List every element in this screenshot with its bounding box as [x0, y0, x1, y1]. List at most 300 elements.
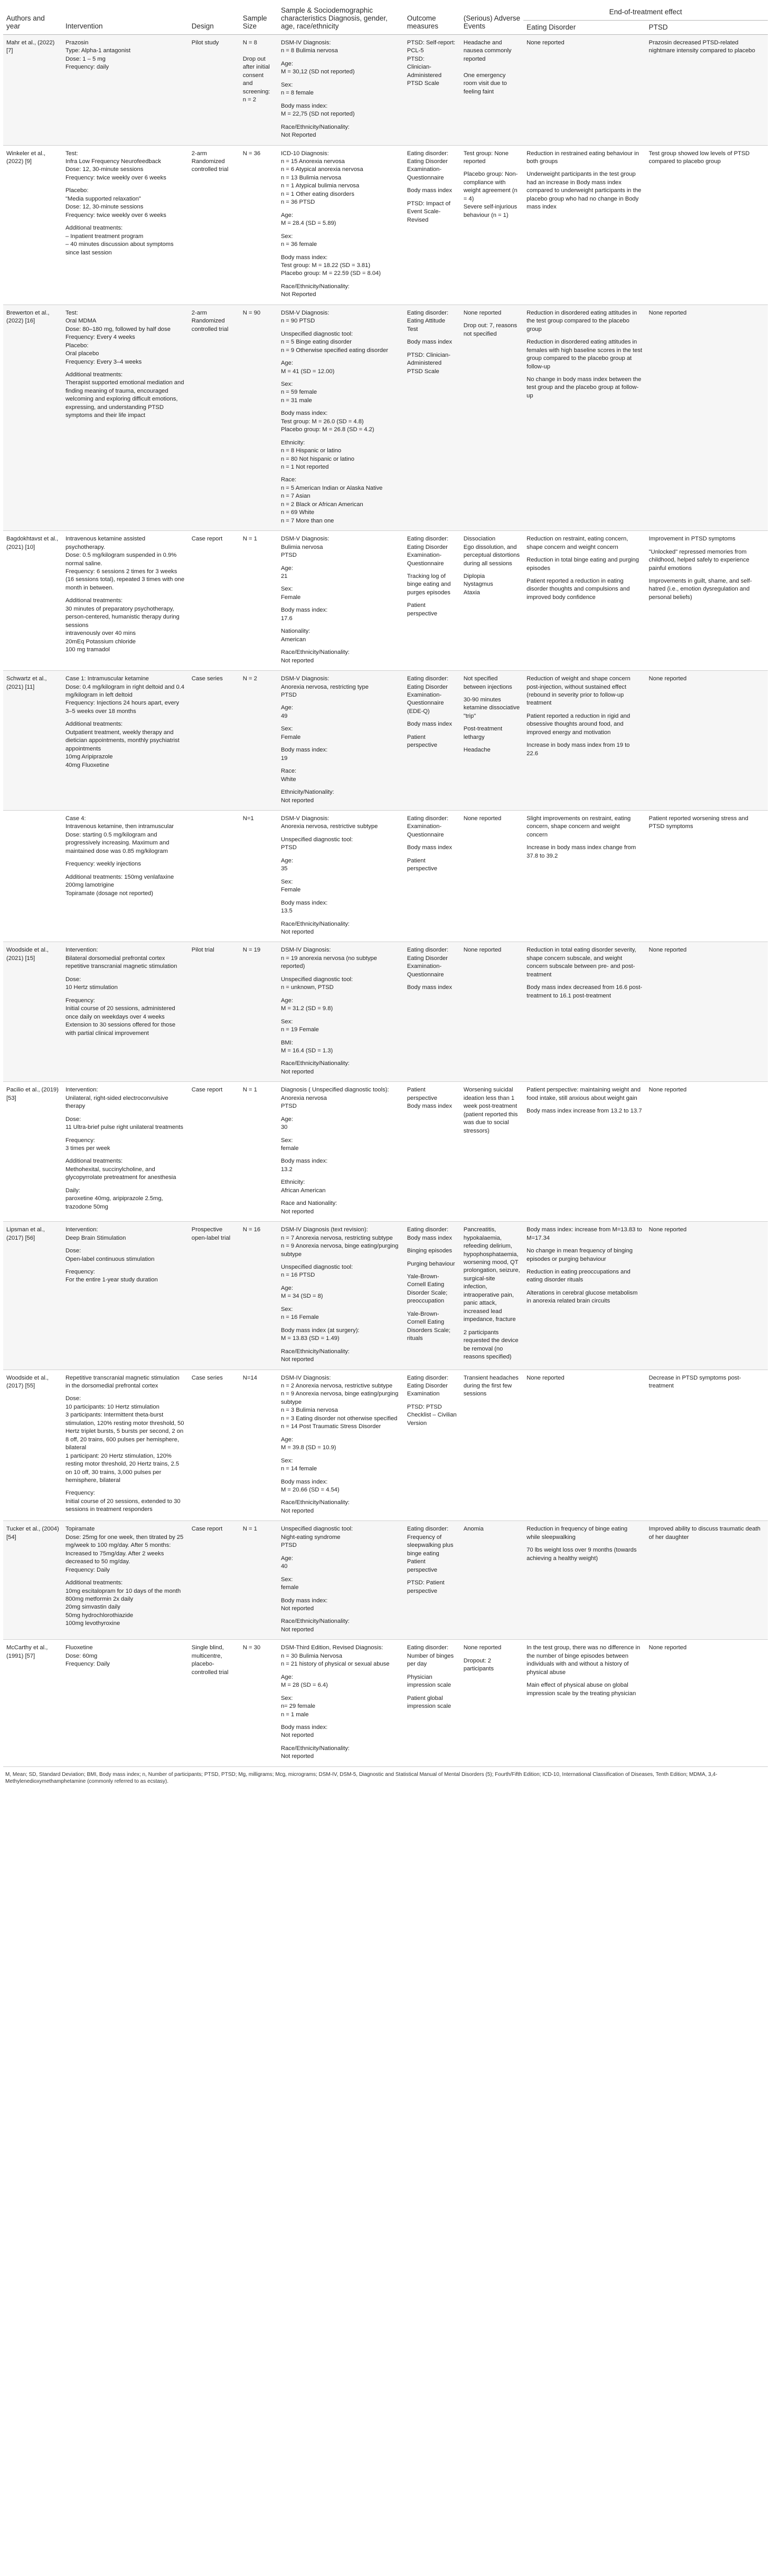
table-row: [3, 1521, 768, 1640]
cell-intervention-paragraph: Prazosin Type: Alpha-1 antagonist Dose: 1 – 5 mg Frequency: daily: [65, 40, 131, 71]
cell-sample-size: [240, 1082, 278, 1222]
cell-adverse-events: [460, 35, 523, 146]
cell-ptsd-effect: [646, 942, 768, 1082]
cell-design: [189, 1370, 240, 1521]
cell-design-text: Case report: [191, 1087, 223, 1094]
cell-intervention-paragraph: Frequency: weekly injections: [65, 861, 141, 868]
cell-outcome-measures: [404, 1082, 460, 1222]
table-row: [3, 145, 768, 305]
cell-sample-size: [240, 35, 278, 146]
cell-sample-size-text: N = 8 Drop out after initial consent and screening: n = 2: [242, 40, 270, 103]
cell-sample-size-text: N=1: [242, 815, 254, 822]
cell-intervention-paragraph: Additional treatments: Methohexital, succinylcholine, and glycopyrrolate pretreatment for anesthesia: [65, 1158, 176, 1181]
cell-eating-disorder-effect-paragraph: None reported: [526, 1374, 565, 1381]
cell-adverse-events-paragraph: Transient headaches during the first few sessions: [463, 1374, 519, 1398]
cell-design: [189, 1521, 240, 1640]
cell-eating-disorder-effect-paragraph: No change in mean frequency of binging episodes or purging behaviour: [526, 1248, 633, 1262]
cell-eating-disorder-effect-paragraph: No change in body mass index between the test group and the placebo group at follow-up: [526, 376, 642, 399]
cell-intervention-paragraph: Frequency: Initial course of 20 sessions, extended to 30 sessions in treatment responders: [65, 1490, 181, 1513]
cell-eating-disorder-effect: [523, 1082, 645, 1222]
cell-intervention: [62, 1640, 189, 1766]
cell-characteristics-paragraph: Age: 40: [280, 1555, 293, 1570]
cell-characteristics-paragraph: Body mass index: 13.2: [280, 1158, 328, 1173]
cell-authors: [3, 35, 62, 146]
cell-sample-size: [240, 1521, 278, 1640]
cell-design: [189, 1082, 240, 1222]
cell-ptsd-effect: [646, 1222, 768, 1370]
cell-outcome-measures-paragraph: Body mass index: [407, 984, 452, 991]
cell-characteristics-paragraph: Body mass index: 19: [280, 747, 328, 762]
cell-characteristics-paragraph: Age: M = 41 (SD = 12.00): [280, 360, 335, 375]
cell-eating-disorder-effect-paragraph: In the test group, there was no difference in the number of binge episodes between individuals with and without a history of physical abuse: [526, 1645, 641, 1676]
cell-design: [189, 1640, 240, 1766]
cell-characteristics: [278, 145, 404, 305]
cell-intervention-paragraph: Repetitive transcranial magnetic stimulation in the dorsomedial prefrontal cortex: [65, 1374, 180, 1389]
cell-design-text: 2-arm Randomized controlled trial: [191, 309, 229, 332]
cell-adverse-events: [460, 671, 523, 811]
cell-authors-text: Woodside et al., (2021) [15]: [6, 947, 49, 962]
cell-outcome-measures-paragraph: Patient perspective Body mass index: [407, 1087, 452, 1110]
cell-sample-size: [240, 305, 278, 530]
header-design: Design: [189, 3, 240, 35]
table-row: [3, 305, 768, 530]
cell-outcome-measures-paragraph: Eating disorder: Eating Disorder Examination-Questionnaire: [407, 947, 449, 978]
cell-design-text: Pilot study: [191, 40, 219, 46]
cell-outcome-measures: [404, 671, 460, 811]
cell-intervention-paragraph: Intervention: Bilateral dorsomedial prefrontal cortex repetitive transcranial magnetic stimulation: [65, 947, 177, 970]
cell-intervention-paragraph: Additional treatments: Outpatient treatment, weekly therapy and dietician appointments, monthly psychiatrist appointments 10mg Aripiprazole 40mg Fluoxetine: [65, 721, 180, 768]
cell-adverse-events: [460, 1082, 523, 1222]
cell-intervention-paragraph: Frequency: 3 times per week: [65, 1137, 110, 1152]
cell-adverse-events-paragraph: None reported: [463, 947, 502, 954]
cell-outcome-measures: [404, 531, 460, 671]
cell-eating-disorder-effect-paragraph: Underweight participants in the test group had an increase in Body mass index compared to underweight participants in the placebo group who had no change in Body mass index: [526, 171, 642, 211]
cell-outcome-measures-paragraph: Patient global impression scale: [407, 1695, 452, 1710]
cell-characteristics-paragraph: Sex: Female: [280, 586, 301, 601]
cell-characteristics-paragraph: Body mass index: Test group: M = 18.22 (SD = 3.81) Placebo group: M = 22.59 (SD = 8.04): [280, 254, 381, 277]
cell-characteristics-paragraph: Race/Ethnicity/Nationality: Not reported: [280, 1618, 350, 1633]
cell-characteristics-paragraph: Race/Ethnicity/Nationality: Not reported: [280, 1348, 350, 1363]
cell-outcome-measures-paragraph: Eating disorder: Eating Disorder Examination-Questionnaire: [407, 536, 449, 567]
cell-outcome-measures-paragraph: Eating disorder: Eating Attitude Test: [407, 309, 449, 332]
cell-intervention-paragraph: Test: Infra Low Frequency Neurofeedback Dose: 12, 30-minute sessions Frequency: twice weekly over 6 weeks: [65, 150, 166, 181]
cell-characteristics-paragraph: Unspecified diagnostic tool: n = unknown, PTSD: [280, 976, 353, 991]
cell-outcome-measures-paragraph: PTSD: Self-report: PCL-5 PTSD: Clinician-Administered PTSD Scale: [407, 40, 456, 87]
cell-adverse-events: [460, 810, 523, 942]
cell-intervention: [62, 1521, 189, 1640]
cell-characteristics-paragraph: Body mass index: M = 22,75 (SD not reported): [280, 102, 355, 118]
cell-characteristics-paragraph: Nationality: American: [280, 628, 311, 643]
cell-ptsd-effect: [646, 1082, 768, 1222]
cell-eating-disorder-effect-paragraph: Reduction in total eating disorder severity, shape concern subscale, and weight concern subscale between pre- and post-treatment: [526, 947, 636, 978]
table-footnote: M, Mean; SD, Standard Deviation; BMI, Body mass index; n, Number of participants; PTSD, PTSD; Mg, milligrams; Mcg, micrograms; DSM-IV, DSM-5, Diagnostic and Statistical Manual of Mental Disorders (5); Fourth/Fifth Edition; ICD-10, International Classification of Diseases, Tenth Edition; MDMA, 3,4-Methylenedioxymethamphetamine (commonly referred to as ecstasy).: [5, 1771, 718, 1785]
cell-ptsd-effect-paragraph: Patient reported worsening stress and PTSD symptoms: [648, 815, 748, 830]
cell-outcome-measures: [404, 35, 460, 146]
cell-intervention: [62, 145, 189, 305]
cell-outcome-measures: [404, 305, 460, 530]
cell-characteristics: [278, 1082, 404, 1222]
cell-intervention: [62, 810, 189, 942]
cell-characteristics-paragraph: Sex: Female: [280, 878, 301, 893]
cell-adverse-events-paragraph: None reported: [463, 815, 502, 822]
cell-characteristics: [278, 671, 404, 811]
cell-characteristics-paragraph: DSM-IV Diagnosis (text revision): n = 7 Anorexia nervosa, restricting subtype n = 9 Anorexia nervosa, binge eating/purging subtype: [280, 1227, 399, 1258]
cell-authors: [3, 1521, 62, 1640]
cell-characteristics-paragraph: Age: 35: [280, 857, 293, 872]
cell-outcome-measures-paragraph: Yale-Brown-Cornell Eating Disorders Scale; rituals: [407, 1310, 450, 1342]
cell-ptsd-effect: [646, 305, 768, 530]
cell-intervention-paragraph: Case 1: Intramuscular ketamine Dose: 0.4 mg/kilogram in right deltoid and 0.4 mg/kilogram in left deltoid Frequency: Injections 24 hours apart, every 3–5 weeks over 18 months: [65, 676, 185, 715]
table-row: [3, 1640, 768, 1766]
cell-outcome-measures: [404, 1222, 460, 1370]
header-sample-size: Sample Size: [240, 3, 278, 35]
cell-sample-size: [240, 145, 278, 305]
cell-outcome-measures-paragraph: Body mass index: [407, 721, 452, 728]
cell-design-text: Case report: [191, 536, 223, 543]
cell-adverse-events-paragraph: Headache and nausea commonly reported One emergency room visit due to feeling faint: [463, 40, 512, 95]
cell-characteristics: [278, 810, 404, 942]
cell-characteristics: [278, 1370, 404, 1521]
cell-sample-size: [240, 531, 278, 671]
cell-intervention-paragraph: Daily: paroxetine 40mg, aripiprazole 2.5mg, trazodone 50mg: [65, 1187, 163, 1210]
cell-sample-size-text: N = 90: [242, 309, 261, 316]
cell-outcome-measures-paragraph: Eating disorder: Eating Disorder Examination: [407, 1374, 449, 1398]
table-body: [3, 35, 768, 1767]
cell-characteristics-paragraph: Ethnicity/Nationality: Not reported: [280, 789, 334, 804]
cell-design: [189, 145, 240, 305]
cell-characteristics-paragraph: Sex: n = 59 female n = 31 male: [280, 381, 317, 404]
cell-characteristics-paragraph: Body mass index: 13.5: [280, 899, 328, 915]
cell-outcome-measures: [404, 1640, 460, 1766]
cell-authors-text: Brewerton et al., (2022) [16]: [6, 309, 50, 325]
cell-authors: [3, 1082, 62, 1222]
cell-intervention-paragraph: Additional treatments: 150mg venlafaxine 200mg lamotrigine Topiramate (dosage not reported): [65, 873, 174, 897]
cell-adverse-events-paragraph: 30-90 minutes ketamine dissociative "trip": [463, 697, 520, 719]
header-intervention: Intervention: [62, 3, 189, 35]
cell-adverse-events-paragraph: Drop out: 7, reasons not specified: [463, 322, 518, 337]
cell-outcome-measures-paragraph: PTSD: PTSD Checklist – Civilian Version: [407, 1403, 457, 1427]
cell-outcome-measures-paragraph: PTSD: Clinician-Administered PTSD Scale: [407, 351, 450, 375]
cell-intervention: [62, 1222, 189, 1370]
cell-adverse-events: [460, 531, 523, 671]
cell-sample-size-text: N = 1: [242, 1526, 257, 1533]
cell-design: [189, 35, 240, 146]
cell-adverse-events-paragraph: Test group: None reported: [463, 150, 509, 165]
cell-sample-size-text: N = 19: [242, 947, 261, 954]
cell-eating-disorder-effect-paragraph: Reduction in disordered eating attitudes in females with high baseline scores in the test group compared to the placebo group at follow-up: [526, 339, 643, 370]
cell-eating-disorder-effect: [523, 1222, 645, 1370]
cell-characteristics-paragraph: Race and Nationality: Not reported: [280, 1200, 337, 1215]
cell-design-text: Pilot trial: [191, 947, 214, 954]
cell-sample-size-text: N = 16: [242, 1227, 261, 1233]
cell-sample-size-text: N = 30: [242, 1645, 261, 1651]
cell-eating-disorder-effect-paragraph: Patient reported a reduction in rigid and obsessive thoughts around food, and improved energy and motivation: [526, 712, 631, 736]
table-row: [3, 1082, 768, 1222]
cell-ptsd-effect-paragraph: Improved ability to discuss traumatic death of her daughter: [648, 1526, 760, 1541]
cell-design: [189, 671, 240, 811]
cell-adverse-events: [460, 1521, 523, 1640]
cell-authors: [3, 671, 62, 811]
cell-adverse-events-paragraph: None reported: [463, 1645, 502, 1651]
cell-intervention-paragraph: Fluoxetine Dose: 60mg Frequency: Daily: [65, 1645, 110, 1668]
cell-authors: [3, 1640, 62, 1766]
cell-ptsd-effect: [646, 1640, 768, 1766]
cell-eating-disorder-effect: [523, 35, 645, 146]
cell-characteristics-paragraph: ICD-10 Diagnosis: n = 15 Anorexia nervosa n = 6 Atypical anorexia nervosa n = 13 Bulimia nervosa n = 1 Atypical bulimia nervosa n = 1 Other eating disorders n = 36 PTSD: [280, 150, 363, 206]
cell-characteristics-paragraph: Sex: n = 8 female: [280, 81, 314, 97]
cell-outcome-measures-paragraph: Patient perspective: [407, 857, 437, 872]
cell-intervention-paragraph: Dose: 10 participants: 10 Hertz stimulation 3 participants: Intermittent theta-burst stimulation, 120% resting motor threshold, 50 Hertz triplet bursts, 5 bursts per second, 2 on 8 off, 20 trains, 600 pulses per hemisphere, bilateral 1 participant: 20 Hertz stimulation, 120% resting motor threshold, 20 Hertz trains, 2.5 on 10 off, 30 trains, 3,000 pulses per hemisphere, bilateral: [65, 1395, 184, 1484]
cell-characteristics-paragraph: Sex: Female: [280, 726, 301, 740]
cell-characteristics-paragraph: Race/Ethnicity/Nationality: Not reported: [280, 1499, 350, 1514]
cell-characteristics-paragraph: Sex: female: [280, 1137, 299, 1152]
cell-adverse-events-paragraph: Diplopia Nystagmus Ataxia: [463, 573, 493, 596]
cell-characteristics-paragraph: Age: M = 28.4 (SD = 5.89): [280, 212, 336, 227]
cell-eating-disorder-effect-paragraph: Reduction of weight and shape concern post-injection, without sustained effect (rebound in severity prior to follow-up treatment: [526, 676, 631, 707]
header-end-of-treatment-effect: End-of-treatment effect: [523, 3, 768, 21]
header-characteristics: Sample & Sociodemographic characteristics Diagnosis, gender, age, race/ethnicity: [278, 3, 404, 35]
cell-intervention-paragraph: Dose: 11 Ultra-brief pulse right unilateral treatments: [65, 1116, 183, 1131]
cell-authors-text: Woodside et al., (2017) [55]: [6, 1374, 49, 1389]
cell-ptsd-effect-paragraph: Improvement in PTSD symptoms: [648, 536, 736, 543]
cell-characteristics-paragraph: Age: 21: [280, 565, 293, 580]
cell-characteristics-paragraph: DSM-IV Diagnosis: n = 8 Bulimia nervosa: [280, 40, 338, 54]
cell-characteristics-paragraph: Diagnosis ( Unspecified diagnostic tools): Anorexia nervosa PTSD: [280, 1087, 389, 1110]
cell-sample-size-text: N = 36: [242, 150, 261, 157]
cell-outcome-measures: [404, 942, 460, 1082]
cell-authors-text: Schwartz et al., (2021) [11]: [6, 676, 47, 690]
cell-outcome-measures-paragraph: Tracking log of binge eating and purges episodes: [407, 573, 451, 596]
cell-adverse-events-paragraph: None reported: [463, 309, 502, 316]
cell-characteristics-paragraph: Unspecified diagnostic tool: n = 5 Binge eating disorder n = 9 Otherwise specified eating disorder: [280, 330, 388, 354]
table-row: [3, 35, 768, 146]
cell-outcome-measures-paragraph: Eating disorder: Body mass index: [407, 1227, 452, 1241]
cell-characteristics-paragraph: Race/Ethnicity/Nationality: Not reported: [280, 649, 350, 664]
cell-outcome-measures-paragraph: PTSD: Impact of Event Scale-Revised: [407, 200, 450, 223]
cell-design-text: Single blind, multicentre, placebo-controlled trial: [191, 1645, 229, 1676]
cell-adverse-events: [460, 942, 523, 1082]
cell-intervention-paragraph: Additional treatments: – Inpatient treatment program – 40 minutes discussion about symptoms since last session: [65, 225, 174, 256]
cell-characteristics-paragraph: Age: M = 31.2 (SD = 9.8): [280, 997, 333, 1012]
cell-design-text: 2-arm Randomized controlled trial: [191, 150, 229, 173]
cell-design: [189, 531, 240, 671]
cell-design: [189, 810, 240, 942]
cell-authors: [3, 942, 62, 1082]
cell-adverse-events-paragraph: Post-treatment lethargy: [463, 726, 503, 740]
cell-intervention-paragraph: Placebo: "Media supported relaxation" Dose: 12, 30-minute sessions Frequency: twice weekly over 6 weeks: [65, 187, 166, 218]
cell-characteristics-paragraph: Race/Ethnicity/Nationality: Not reported: [280, 1745, 350, 1760]
cell-intervention-paragraph: Additional treatments: 10mg escitalopram for 10 days of the month 800mg metformin 2x daily 20mg simvastin daily 50mg hydrochlorothiazide 100mg levothyroxine: [65, 1580, 181, 1627]
cell-authors-text: Bagdokhtavst et al., (2021) [10]: [6, 536, 59, 550]
cell-characteristics: [278, 942, 404, 1082]
cell-eating-disorder-effect-paragraph: Reduction on restraint, eating concern, shape concern and weight concern: [526, 536, 628, 550]
cell-intervention-paragraph: Intervention: Deep Brain Stimulation: [65, 1227, 126, 1241]
cell-intervention: [62, 305, 189, 530]
cell-outcome-measures: [404, 1521, 460, 1640]
cell-authors: [3, 305, 62, 530]
cell-eating-disorder-effect-paragraph: Increase in body mass index from 19 to 22.6: [526, 742, 630, 757]
cell-adverse-events-paragraph: Dropout: 2 participants: [463, 1657, 494, 1672]
cell-eating-disorder-effect-paragraph: Increase in body mass index change from 37.8 to 39.2: [526, 844, 636, 859]
cell-characteristics-paragraph: Unspecified diagnostic tool: Night-eating syndrome PTSD: [280, 1526, 353, 1549]
table-row: [3, 531, 768, 671]
cell-adverse-events: [460, 145, 523, 305]
cell-sample-size: [240, 810, 278, 942]
table-row: [3, 810, 768, 942]
cell-sample-size-text: N = 1: [242, 536, 257, 543]
cell-outcome-measures-paragraph: Patient perspective: [407, 602, 437, 617]
cell-ptsd-effect-paragraph: Prazosin decreased PTSD-related nightmare intensity compared to placebo: [648, 40, 756, 54]
cell-intervention-paragraph: Additional treatments: Therapist supported emotional mediation and finding meaning of trauma, encouraged welcoming and exploring difficult emotions, expressing, and understanding PTSD symptoms and their life impact: [65, 371, 184, 419]
cell-characteristics-paragraph: Age: M = 39.8 (SD = 10.9): [280, 1436, 336, 1451]
cell-eating-disorder-effect: [523, 810, 645, 942]
cell-outcome-measures-paragraph: Eating disorder: Eating Disorder Examination-Questionnaire (EDE-Q): [407, 676, 449, 715]
cell-design-text: Prospective open-label trial: [191, 1227, 231, 1241]
cell-design: [189, 305, 240, 530]
cell-eating-disorder-effect: [523, 671, 645, 811]
cell-eating-disorder-effect-paragraph: Patient perspective: maintaining weight and food intake, still anxious about weight gain: [526, 1087, 641, 1101]
table-row: [3, 1222, 768, 1370]
cell-adverse-events: [460, 1640, 523, 1766]
cell-intervention: [62, 671, 189, 811]
cell-design-text: Case series: [191, 676, 223, 682]
table-row: [3, 942, 768, 1082]
cell-design-text: Case series: [191, 1374, 223, 1381]
cell-outcome-measures-paragraph: Body mass index: [407, 844, 452, 851]
cell-authors: [3, 1222, 62, 1370]
cell-characteristics: [278, 1640, 404, 1766]
cell-authors: [3, 810, 62, 942]
header-outcome-measures: Outcome measures: [404, 3, 460, 35]
cell-outcome-measures-paragraph: Eating disorder: Frequency of sleepwalking plus binge eating Patient perspective: [407, 1526, 454, 1573]
cell-characteristics-paragraph: Unspecified diagnostic tool: n = 16 PTSD: [280, 1264, 353, 1279]
cell-intervention-paragraph: Topiramate Dose: 25mg for one week, then titrated by 25 mg/week to 100 mg/day. After 5 months: Increased to 75mg/day. After 2 weeks decreased to 50 mg/day. Frequency: Daily: [65, 1526, 184, 1573]
cell-eating-disorder-effect-paragraph: Body mass index: increase from M=13.83 to M=17.34: [526, 1227, 642, 1241]
cell-adverse-events: [460, 1370, 523, 1521]
cell-intervention-paragraph: Dose: Open-label continuous stimulation: [65, 1248, 155, 1262]
cell-design-text: Case report: [191, 1526, 223, 1533]
cell-sample-size: [240, 1370, 278, 1521]
cell-characteristics-paragraph: Unspecified diagnostic tool: PTSD: [280, 836, 353, 851]
header-ptsd: PTSD: [646, 21, 768, 35]
cell-characteristics: [278, 531, 404, 671]
cell-adverse-events-paragraph: Dissociation Ego dissolution, and perceptual distortions during all sessions: [463, 536, 520, 567]
cell-outcome-measures-paragraph: Binging episodes: [407, 1248, 452, 1254]
cell-characteristics-paragraph: Race/Ethnicity/Nationality: Not Reported: [280, 283, 350, 298]
cell-outcome-measures-paragraph: Purging behaviour: [407, 1260, 455, 1267]
cell-eating-disorder-effect: [523, 145, 645, 305]
cell-intervention-paragraph: Frequency: For the entire 1-year study duration: [65, 1269, 158, 1284]
cell-eating-disorder-effect-paragraph: Alterations in cerebral glucose metabolism in anorexia related brain circuits: [526, 1289, 638, 1305]
cell-sample-size: [240, 1640, 278, 1766]
cell-characteristics-paragraph: DSM-Third Edition, Revised Diagnosis: n = 30 Bulimia Nervosa n = 21 history of physical or sexual abuse: [280, 1645, 390, 1668]
cell-ptsd-effect-paragraph: "Unlocked" repressed memories from childhood, helped safely to experience painful emotions: [648, 548, 749, 572]
cell-authors: [3, 531, 62, 671]
cell-characteristics-paragraph: DSM-IV Diagnosis: n = 19 anorexia nervosa (no subtype reported): [280, 947, 377, 970]
cell-characteristics-paragraph: Ethnicity: n = 8 Hispanic or latino n = 80 Not hispanic or latino n = 1 Not reported: [280, 439, 354, 471]
cell-adverse-events-paragraph: Anomia: [463, 1526, 484, 1533]
cell-characteristics-paragraph: DSM-V Diagnosis: Bulimia nervosa PTSD: [280, 536, 330, 559]
cell-outcome-measures-paragraph: Eating disorder: Eating Disorder Examination-Questionnaire: [407, 150, 449, 181]
cell-characteristics-paragraph: Race/Ethnicity/Nationality: Not reported: [280, 1060, 350, 1075]
cell-intervention-paragraph: Test: Oral MDMA Dose: 80–180 mg, followed by half dose Frequency: Every 4 weeks Placebo: Oral placebo Frequency: Every 3–4 weeks: [65, 309, 171, 365]
cell-ptsd-effect-paragraph: None reported: [648, 676, 687, 682]
cell-characteristics-paragraph: Sex: n = 36 female: [280, 233, 317, 248]
cell-ptsd-effect: [646, 145, 768, 305]
cell-intervention-paragraph: Frequency: Initial course of 20 sessions, administered once daily on weekdays over 4 weeks Extension to 30 sessions offered for those with partial clinical improvement: [65, 997, 176, 1037]
cell-eating-disorder-effect: [523, 305, 645, 530]
cell-characteristics-paragraph: Body mass index: M = 20.66 (SD = 4.54): [280, 1478, 340, 1493]
cell-ptsd-effect: [646, 531, 768, 671]
cell-outcome-measures-paragraph: Body mass index: [407, 339, 452, 346]
study-summary-table: [3, 3, 768, 1767]
cell-authors-text: Mahr et al., (2022) [7]: [6, 40, 55, 54]
cell-adverse-events-paragraph: Headache: [463, 747, 491, 754]
cell-characteristics-paragraph: Sex: n= 29 female n = 1 male: [280, 1695, 315, 1718]
cell-adverse-events: [460, 305, 523, 530]
cell-ptsd-effect: [646, 1370, 768, 1521]
cell-eating-disorder-effect: [523, 942, 645, 1082]
header-authors: Authors and year: [3, 3, 62, 35]
cell-eating-disorder-effect-paragraph: Slight improvements on restraint, eating concern, shape concern and weight concern: [526, 815, 631, 838]
cell-characteristics-paragraph: Body mass index (at surgery): M = 13.83 (SD = 1.49): [280, 1327, 360, 1342]
cell-eating-disorder-effect-paragraph: Patient reported a reduction in eating disorder thoughts and compulsions and improved body confidence: [526, 578, 630, 601]
cell-characteristics-paragraph: Age: 49: [280, 705, 293, 719]
cell-intervention: [62, 531, 189, 671]
cell-characteristics-paragraph: Ethnicity: African American: [280, 1179, 326, 1194]
cell-characteristics-paragraph: Age: 30: [280, 1116, 293, 1131]
cell-authors-text: Lipsman et al., (2017) [56]: [6, 1227, 45, 1241]
cell-sample-size: [240, 942, 278, 1082]
header-eating-disorder: Eating Disorder: [523, 21, 645, 35]
cell-eating-disorder-effect-paragraph: None reported: [526, 40, 565, 46]
cell-eating-disorder-effect-paragraph: Reduction in total binge eating and purging episodes: [526, 557, 639, 572]
cell-adverse-events: [460, 1222, 523, 1370]
cell-ptsd-effect: [646, 1521, 768, 1640]
cell-ptsd-effect-paragraph: Decrease in PTSD symptoms post-treatment: [648, 1374, 741, 1389]
cell-eating-disorder-effect-paragraph: Body mass index decreased from 16.6 post-treatment to 16.1 post-treatment: [526, 984, 643, 999]
cell-sample-size-text: N = 2: [242, 676, 257, 682]
cell-characteristics-paragraph: Sex: female: [280, 1576, 299, 1591]
cell-adverse-events-paragraph: 2 participants requested the device be removal (no reasons specified): [463, 1329, 519, 1360]
cell-characteristics-paragraph: Body mass index: Not reported: [280, 1724, 328, 1739]
cell-ptsd-effect-paragraph: None reported: [648, 1645, 687, 1651]
cell-characteristics-paragraph: Body mass index: 17.6: [280, 607, 328, 622]
cell-characteristics-paragraph: Sex: n = 19 Female: [280, 1018, 319, 1033]
cell-sample-size-text: N = 1: [242, 1087, 257, 1094]
cell-eating-disorder-effect-paragraph: Body mass index increase from 13.2 to 13.7: [526, 1108, 642, 1115]
cell-outcome-measures-paragraph: Yale-Brown-Cornell Eating Disorder Scale; preoccupation: [407, 1273, 448, 1305]
cell-characteristics: [278, 35, 404, 146]
cell-ptsd-effect: [646, 35, 768, 146]
cell-adverse-events-paragraph: Not specified between injections: [463, 676, 512, 690]
cell-intervention-paragraph: Intervention: Unilateral, right-sided electroconvulsive therapy: [65, 1087, 168, 1110]
cell-design: [189, 1222, 240, 1370]
cell-eating-disorder-effect-paragraph: Reduction in eating preoccupations and eating disorder rituals: [526, 1269, 631, 1284]
cell-eating-disorder-effect-paragraph: Main effect of physical abuse on global impression scale by the treating physician: [526, 1682, 636, 1697]
cell-characteristics-paragraph: DSM-IV Diagnosis: n = 2 Anorexia nervosa, restrictive subtype n = 9 Anorexia nervosa, binge eating/purging subtype n = 3 Bulimia nervosa n = 3 Eating disorder not otherwise specified n = 14 Post Traumatic Stress Disorder: [280, 1374, 399, 1430]
cell-eating-disorder-effect-paragraph: Reduction in restrained eating behaviour in both groups: [526, 150, 639, 165]
cell-characteristics-paragraph: Age: M = 34 (SD = 8): [280, 1285, 323, 1300]
cell-adverse-events-paragraph: Worsening suicidal ideation less than 1 week post-treatment (patient reported this was due to social stressors): [463, 1087, 518, 1134]
cell-authors-text: Tucker et al., (2004) [54]: [6, 1526, 59, 1541]
cell-characteristics-paragraph: Sex: n = 14 female: [280, 1457, 317, 1472]
cell-ptsd-effect-paragraph: None reported: [648, 309, 687, 316]
cell-eating-disorder-effect: [523, 531, 645, 671]
cell-characteristics-paragraph: Age: M = 30,12 (SD not reported): [280, 60, 355, 75]
cell-authors-text: Winkeler et al., (2022) [9]: [6, 150, 45, 165]
cell-outcome-measures-paragraph: Physician impression scale: [407, 1674, 452, 1689]
